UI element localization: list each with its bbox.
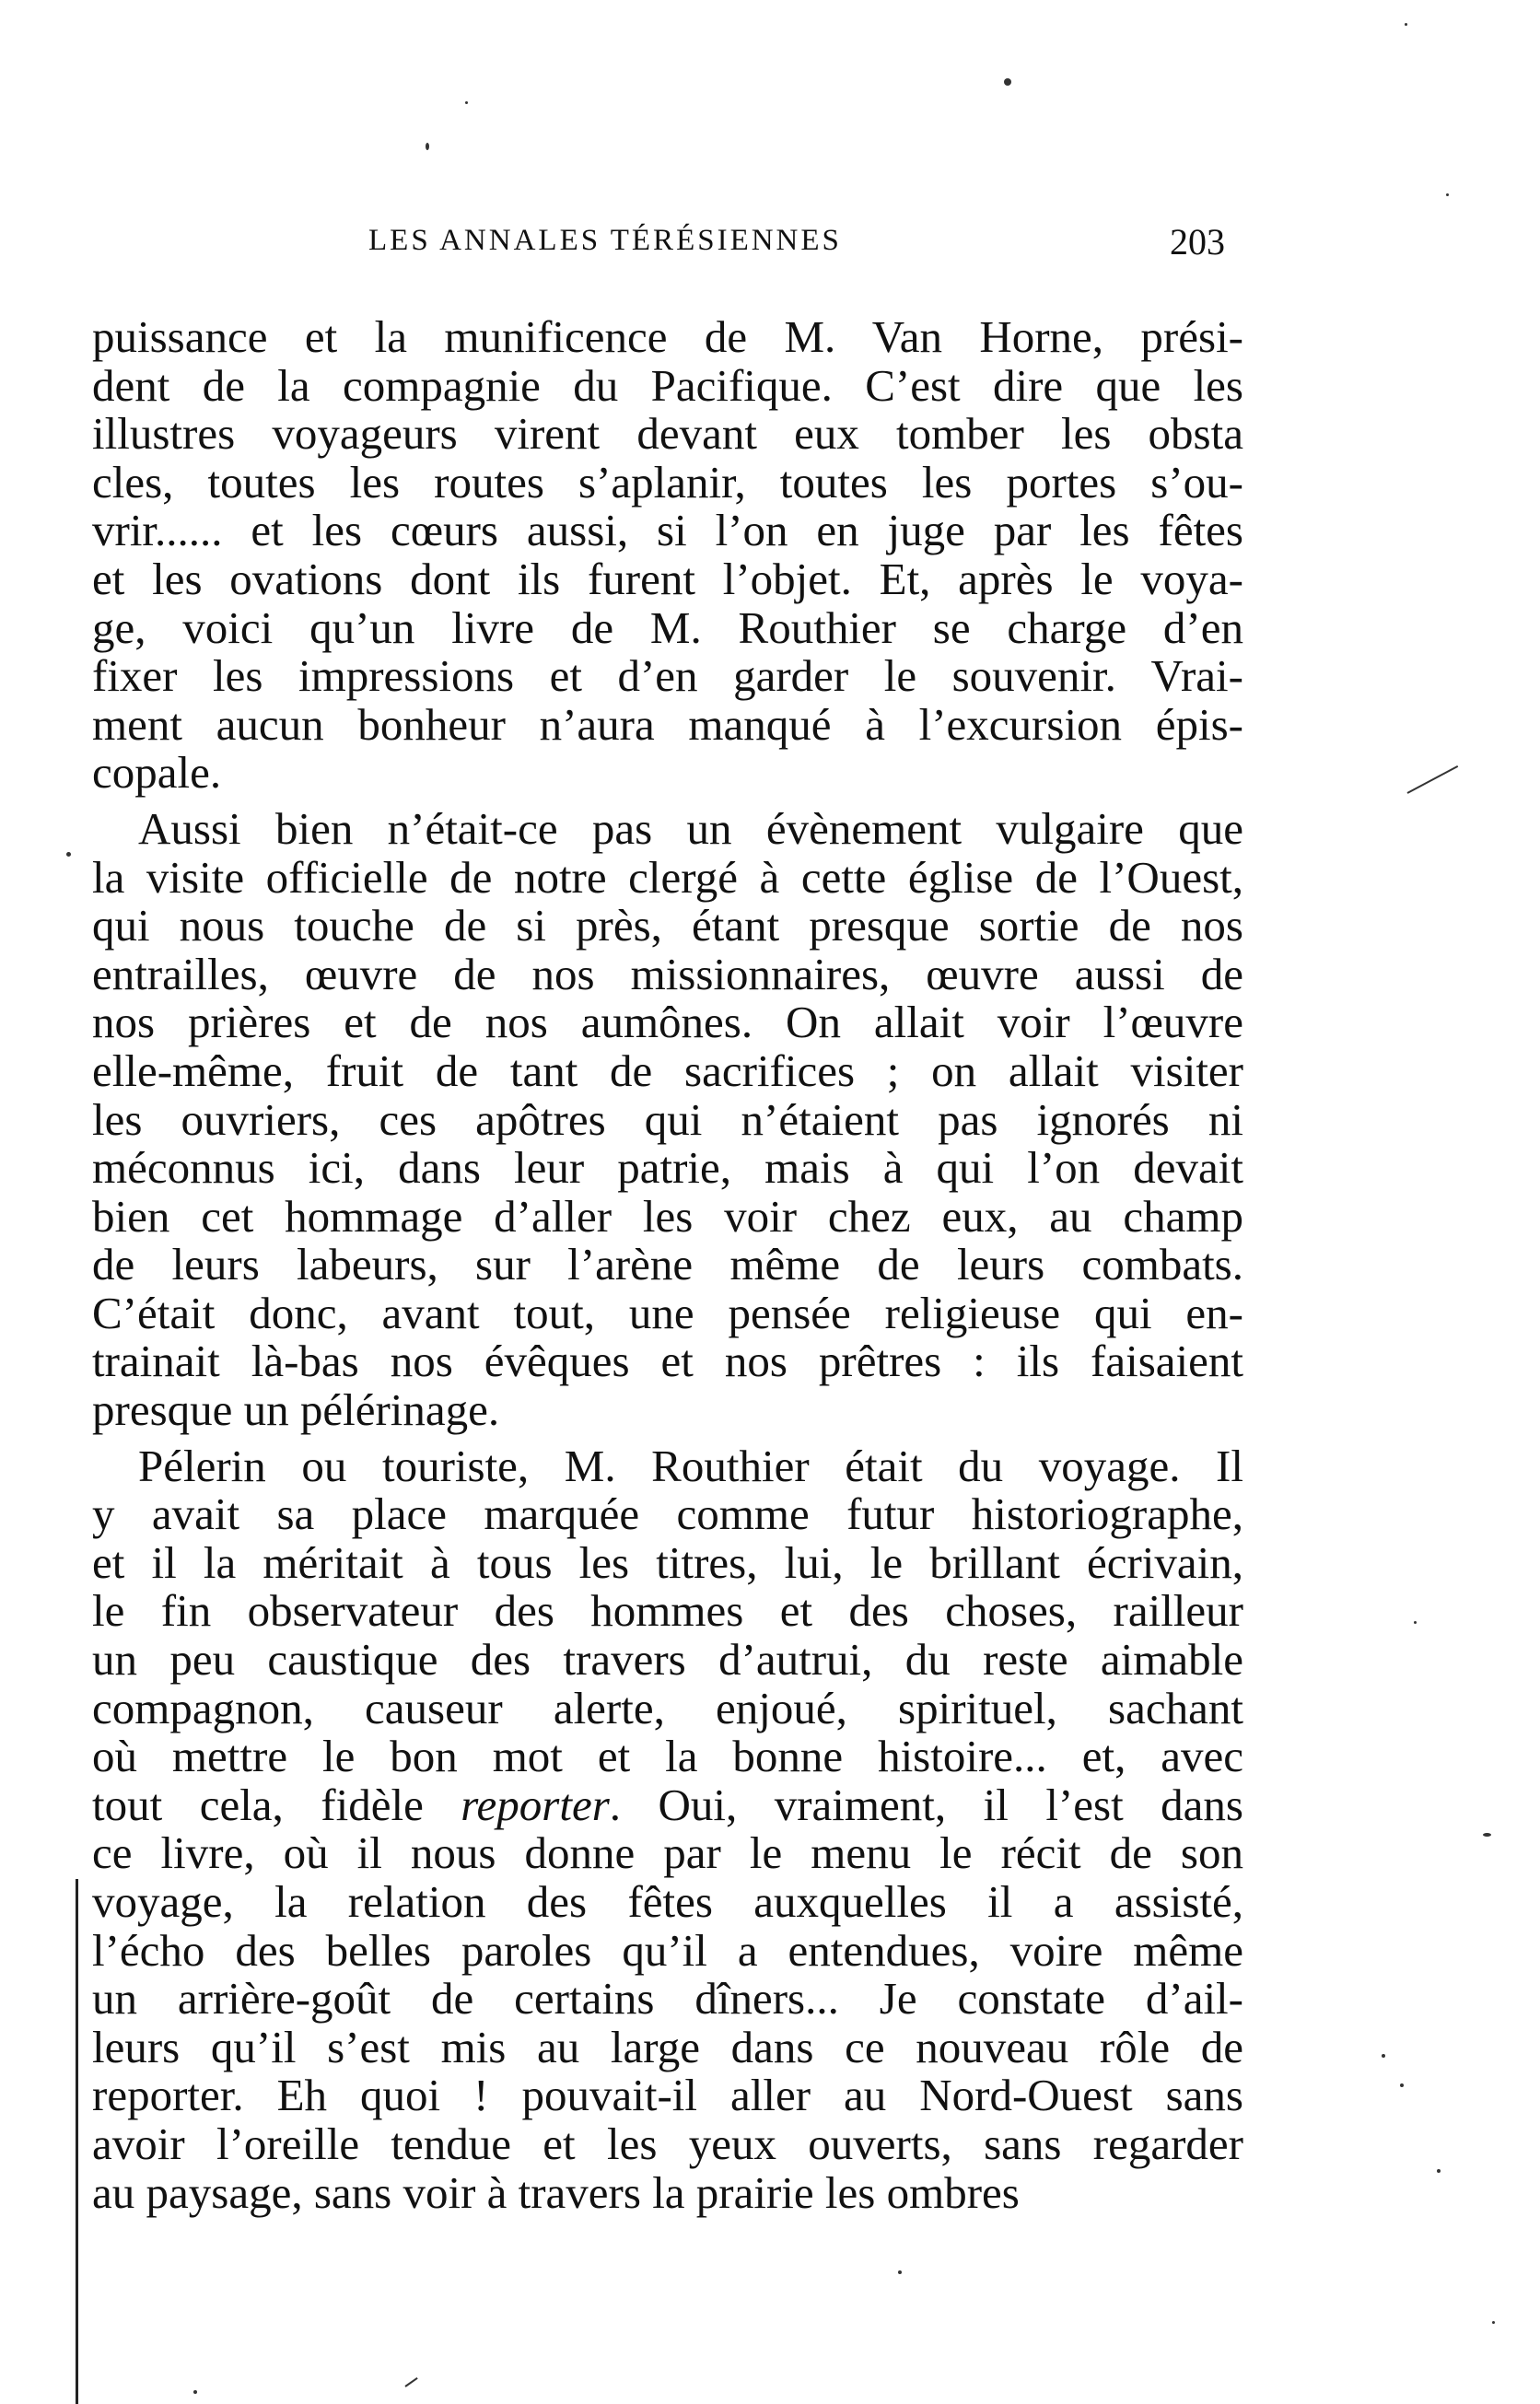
text-line: un arrière-goût de certains dîners... Je constate d’ail- xyxy=(92,1973,1243,2025)
text-line: Pélerin ou touriste, M. Routhier était du voyage. Il xyxy=(138,1440,1243,1491)
scan-speck xyxy=(465,101,468,104)
text-line: fixer les impressions et d’en garder le souvenir. Vrai- xyxy=(92,650,1243,702)
text-line: dent de la compagnie du Pacifique. C’est dire que les xyxy=(92,359,1243,411)
running-head xyxy=(368,221,1289,270)
text-line: y avait sa place marquée comme futur historiographe, xyxy=(92,1488,1243,1540)
text-line: le fin observateur des hommes et des choses, railleur xyxy=(92,1585,1243,1637)
text-line: C’était donc, avant tout, une pensée religieuse qui en- xyxy=(92,1287,1243,1338)
scan-speck xyxy=(1405,23,1407,26)
text-line: bien cet hommage d’aller les voir chez eux, au champ xyxy=(92,1190,1243,1242)
text-line: la visite officielle de notre clergé à cette église de l’Ouest, xyxy=(92,851,1243,903)
running-title: LES ANNALES TÉRÉSIENNES xyxy=(368,224,842,257)
scan-speck xyxy=(66,852,71,857)
scan-speck xyxy=(898,2270,902,2274)
text-line: reporter. Eh quoi ! pouvait-il aller au Nord-Ouest sans xyxy=(92,2070,1243,2121)
text-line: illustres voyageurs virent devant eux tomber les obsta xyxy=(92,408,1243,460)
scan-speck xyxy=(1414,1621,1417,1624)
scan-speck xyxy=(1382,2054,1385,2058)
body-text xyxy=(92,313,1243,2217)
scan-speck xyxy=(1483,1833,1491,1837)
page-number: 203 xyxy=(1170,221,1225,263)
text-line: cles, toutes les routes s’aplanir, toutes les portes s’ou- xyxy=(92,456,1243,508)
text-line: trainait là-bas nos évêques et nos prêtres : ils faisaient xyxy=(92,1336,1243,1387)
scan-speck xyxy=(1400,2083,1404,2087)
scan-stroke xyxy=(1407,765,1459,794)
text-line: et les ovations dont ils furent l’objet. Et, après le voya- xyxy=(92,553,1243,604)
text-line: ce livre, où il nous donne par le menu le récit de son xyxy=(92,1827,1243,1879)
scan-speck xyxy=(1004,78,1011,86)
text-line: tout cela, fidèle reporter. Oui, vraiment, il l’est dans xyxy=(92,1779,1243,1830)
text-line: méconnus ici, dans leur patrie, mais à qui l’on devait xyxy=(92,1142,1243,1194)
text-line: ment aucun bonheur n’aura manqué à l’excursion épis- xyxy=(92,698,1243,750)
text-line: elle-même, fruit de tant de sacrifices ; on allait visiter xyxy=(92,1044,1243,1096)
text-line: l’écho des belles paroles qu’il a entendues, voire même xyxy=(92,1924,1243,1976)
scan-stroke xyxy=(404,2377,417,2387)
text-line: nos prières et de nos aumônes. On allait voir l’œuvre xyxy=(92,997,1243,1048)
text-line: copale. xyxy=(92,747,222,799)
text-line: entrailles, œuvre de nos missionnaires, œuvre aussi de xyxy=(92,948,1243,999)
text-line: et il la méritait à tous les titres, lui, le brillant écrivain, xyxy=(92,1536,1243,1588)
margin-bar xyxy=(76,1879,78,2404)
text-line: les ouvriers, ces apôtres qui n’étaient pas ignorés ni xyxy=(92,1093,1243,1145)
scan-speck xyxy=(193,2390,197,2394)
text-line: leurs qu’il s’est mis au large dans ce nouveau rôle de xyxy=(92,2021,1243,2072)
text-line: avoir l’oreille tendue et les yeux ouverts, sans regarder xyxy=(92,2118,1243,2169)
text-line: au paysage, sans voir à travers la prairie les ombres xyxy=(92,2166,1020,2218)
text-line: de leurs labeurs, sur l’arène même de leurs combats. xyxy=(92,1239,1243,1290)
text-line: compagnon, causeur alerte, enjoué, spirituel, sachant xyxy=(92,1682,1243,1733)
scan-speck xyxy=(1446,193,1449,196)
text-line: un peu caustique des travers d’autrui, du reste aimable xyxy=(92,1634,1243,1686)
italic-word: reporter xyxy=(461,1779,610,1830)
text-line: puissance et la munificence de M. Van Horne, prési- xyxy=(92,311,1243,362)
text-line: qui nous touche de si près, étant presque sortie de nos xyxy=(92,900,1243,951)
text-line: presque un pélérinage. xyxy=(92,1384,500,1436)
scan-speck xyxy=(1492,2321,1495,2324)
text-line: vrir...... et les cœurs aussi, si l’on en juge par les fêtes xyxy=(92,505,1243,556)
scan-speck xyxy=(1437,2169,1441,2173)
text-line: voyage, la relation des fêtes auxquelles il a assisté, xyxy=(92,1876,1243,1927)
scan-speck xyxy=(426,143,429,150)
text-line: ge, voici qu’un livre de M. Routhier se charge d’en xyxy=(92,601,1243,653)
text-line: Aussi bien n’était-ce pas un évènement vulgaire que xyxy=(138,802,1243,854)
text-line: où mettre le bon mot et la bonne histoire... et, avec xyxy=(92,1731,1243,1782)
